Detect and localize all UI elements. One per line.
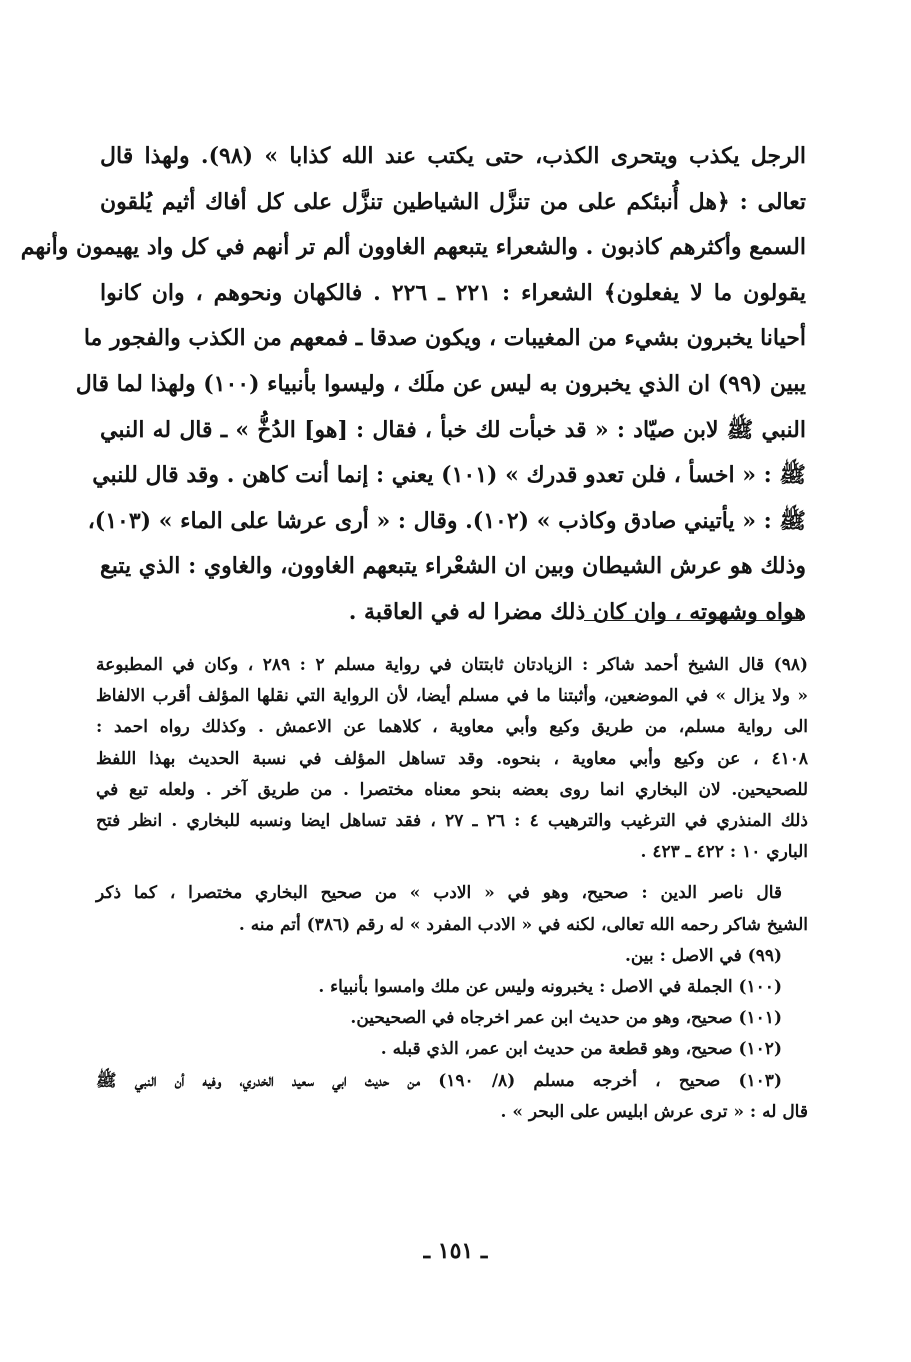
main-line-11: هواه وشهوته ، وان كان ذلك مضرا له في العاقبة . — [348, 598, 806, 625]
page-number: ـ ١٥١ ـ — [423, 1238, 488, 1264]
footnote-102: (١٠٢) صحيح، وهو قطعة من حديث ابن عمر، الذي قبله . — [380, 1039, 782, 1060]
footnotes — [96, 650, 808, 1128]
main-line-5: أحيانا يخبرون بشيء من المغيبات ، ويكون صدقا ـ فمعهم من الكذب والفجور ما — [83, 325, 806, 352]
footnote-98-line: ٤١٠٨ ، عن وكيع وأبي معاوية ، بنحوه. وقد تساهل المؤلف في نسبة الحديث بهذا اللفظ — [96, 748, 808, 769]
footnote-103-line: (١٠٣) صحيح ، أخرجه مسلم (٨/ ١٩٠) من حديث ابي سعيد الخدري، وفيه أن النبي ﷺ — [96, 1070, 782, 1091]
main-line-4: يقولون ما لا يفعلون﴾ الشعراء : ٢٢١ ـ ٢٢٦ . فالكهان ونحوهم ، وان كانوا — [100, 279, 807, 306]
footnote-98-line: (٩٨) قال الشيخ أحمد شاكر : الزيادتان ثابتتان في رواية مسلم ٢ : ٢٨٩ ، وكان في المطبوعة — [96, 655, 808, 675]
footnote-103 — [96, 1066, 808, 1128]
footnote-98-line: ذلك المنذري في الترغيب والترهيب ٤ : ٢٦ ـ ٢٧ ، فقد تساهل ايضا ونسبه للبخاري . انظر فتح — [96, 811, 808, 832]
footnote-separator — [584, 620, 802, 621]
main-line-3: السمع وأكثرهم كاذبون . والشعراء يتبعهم الغاوون ألم تر أنهم في كل واد يهيمون وأنهم — [20, 234, 806, 261]
main-line-7: النبي ﷺ لابن صيّاد : « قد خبأت لك خبأ ، فقال : [هو] الدُخُّ » ـ قال له النبي — [100, 416, 806, 443]
footnote-98-line: للصحيحين. لان البخاري انما روى بعضه بنحو معناه مختصرا . من طريق آخر . ولعله تبع في — [96, 779, 808, 800]
footnote-98 — [96, 650, 808, 868]
main-line-10: وذلك هو عرش الشيطان وبين ان الشعْراء يتبعهم الغاوون، والغاوي : الذي يتبع — [100, 553, 806, 580]
main-line-8: ﷺ : « اخسأ ، فلن تعدو قدرك » (١٠١) يعني : إنما أنت كاهن . وقد قال للنبي — [92, 462, 806, 489]
footnote-nasir-line: قال ناصر الدين : صحيح، وهو في « الادب » من صحيح البخاري مختصرا ، كما ذكر — [96, 883, 782, 904]
main-line-1: الرجل يكذب ويتحرى الكذب، حتى يكتب عند الله كذابا » (٩٨). ولهذا قال — [100, 143, 807, 169]
main-text — [20, 134, 807, 636]
footnote-100: (١٠٠) الجملة في الاصل : يخبرونه وليس عن ملك وامسوا بأنبياء . — [318, 977, 782, 998]
main-line-2: تعالى : ﴿هل أُنبئكم على من تنزَّل الشياطين تنزَّل على كل أفاك أثيم يُلقون — [100, 188, 806, 215]
footnote-98-line: الباري ١٠ : ٤٢٢ ـ ٤٢٣ . — [640, 842, 808, 863]
footnote-103-line: قال له : « ترى عرش ابليس على البحر » . — [500, 1101, 808, 1122]
footnote-nasir-line: الشيخ شاكر رحمه الله تعالى، لكنه في « الادب المفرد » له رقم (٣٨٦) أتم منه . — [238, 914, 808, 935]
footnote-98-line: « ولا يزال » في الموضعين، وأثبتنا ما في مسلم أيضا، لأن الرواية التي نقلها المؤلف أقرب الالفاظ — [96, 686, 808, 707]
main-line-9: ﷺ : « يأتيني صادق وكاذب » (١٠٢). وقال : « أرى عرشا على الماء » (١٠٣)، — [87, 507, 806, 534]
footnote-101: (١٠١) صحيح، وهو من حديث ابن عمر اخرجاه في الصحيحين. — [350, 1008, 782, 1029]
footnote-99: (٩٩) في الاصل : بين. — [624, 945, 782, 966]
main-line-6: يبين (٩٩) ان الذي يخبرون به ليس عن ملَك ، وليسوا بأنبياء (١٠٠) ولهذا لما قال — [75, 370, 806, 397]
footnote-nasir-comment — [96, 878, 808, 940]
footnote-98-line: الى رواية مسلم، من طريق وكيع وأبي معاوية ، كلاهما عن الاعمش . وكذلك رواه احمد : — [96, 717, 808, 738]
